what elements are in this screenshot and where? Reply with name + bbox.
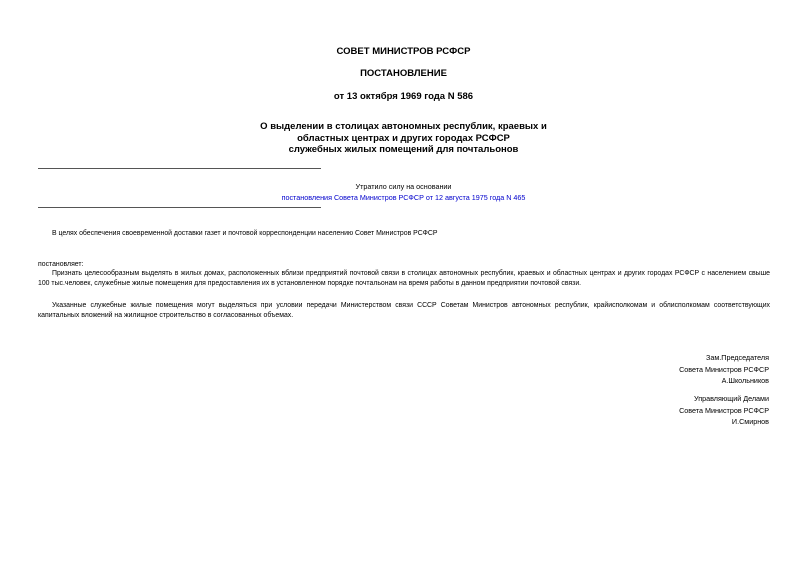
signer-body: Совета Министров РСФСР [679,405,769,415]
issuer-heading: СОВЕТ МИНИСТРОВ РСФСР [336,46,471,57]
divider-top [38,168,321,169]
repeal-label: Утратило силу на основании [355,182,452,191]
divider-bottom [38,207,321,208]
decrees-word: постановляет: [38,261,84,268]
signature-block-1 [679,352,769,387]
subject-line: областных центрах и других городах РСФСР [297,132,510,144]
signer-position: Управляющий Делами [694,394,769,403]
subject-line: служебных жилых помещений для почтальонов [288,144,519,155]
intro-paragraph: В целях обеспечения своевременной доставки газет и почтовой корреспонденции населению Совет Министров РСФСР [52,230,438,237]
decree-paragraph-2: Указанные служебные жилые помещения могут выделяться при условии передачи Министерством связи СССР Советам Министров автономных республик, крайисполкомам и облисполкомам соответствующих капитальных вложений на жилищное строительство в согласованных объемах. [38,301,770,319]
signer-name: И.Смирнов [731,417,769,426]
signer-name: А.Школьников [721,376,769,385]
document-type-heading: ПОСТАНОВЛЕНИЕ [360,68,447,79]
signer-body: Совета Министров РСФСР [679,364,769,374]
decree-paragraph-1: Признать целесообразным выделять в жилых домах, расположенных вблизи предприятий почтовой связи в столицах автономных республик, краевых и областных центрах и других городах РСФСР с населением свыше 100 тыс.человек, служебные жилые помещения для предоставления их в установленном порядке почтальонам на время работы в данном предприятии почтовой связи. [38,269,770,287]
date-number-heading: от 13 октября 1969 года N 586 [333,91,474,102]
signature-block-2 [679,393,769,428]
repeal-notice [0,181,807,203]
subject-line: О выделении в столицах автономных республик, краевых и [260,121,547,132]
repeal-decree-link[interactable]: постановления Совета Министров РСФСР от 12 августа 1975 года N 465 [281,193,526,202]
document-subject [0,121,807,156]
signer-position: Зам.Председателя [706,353,769,362]
